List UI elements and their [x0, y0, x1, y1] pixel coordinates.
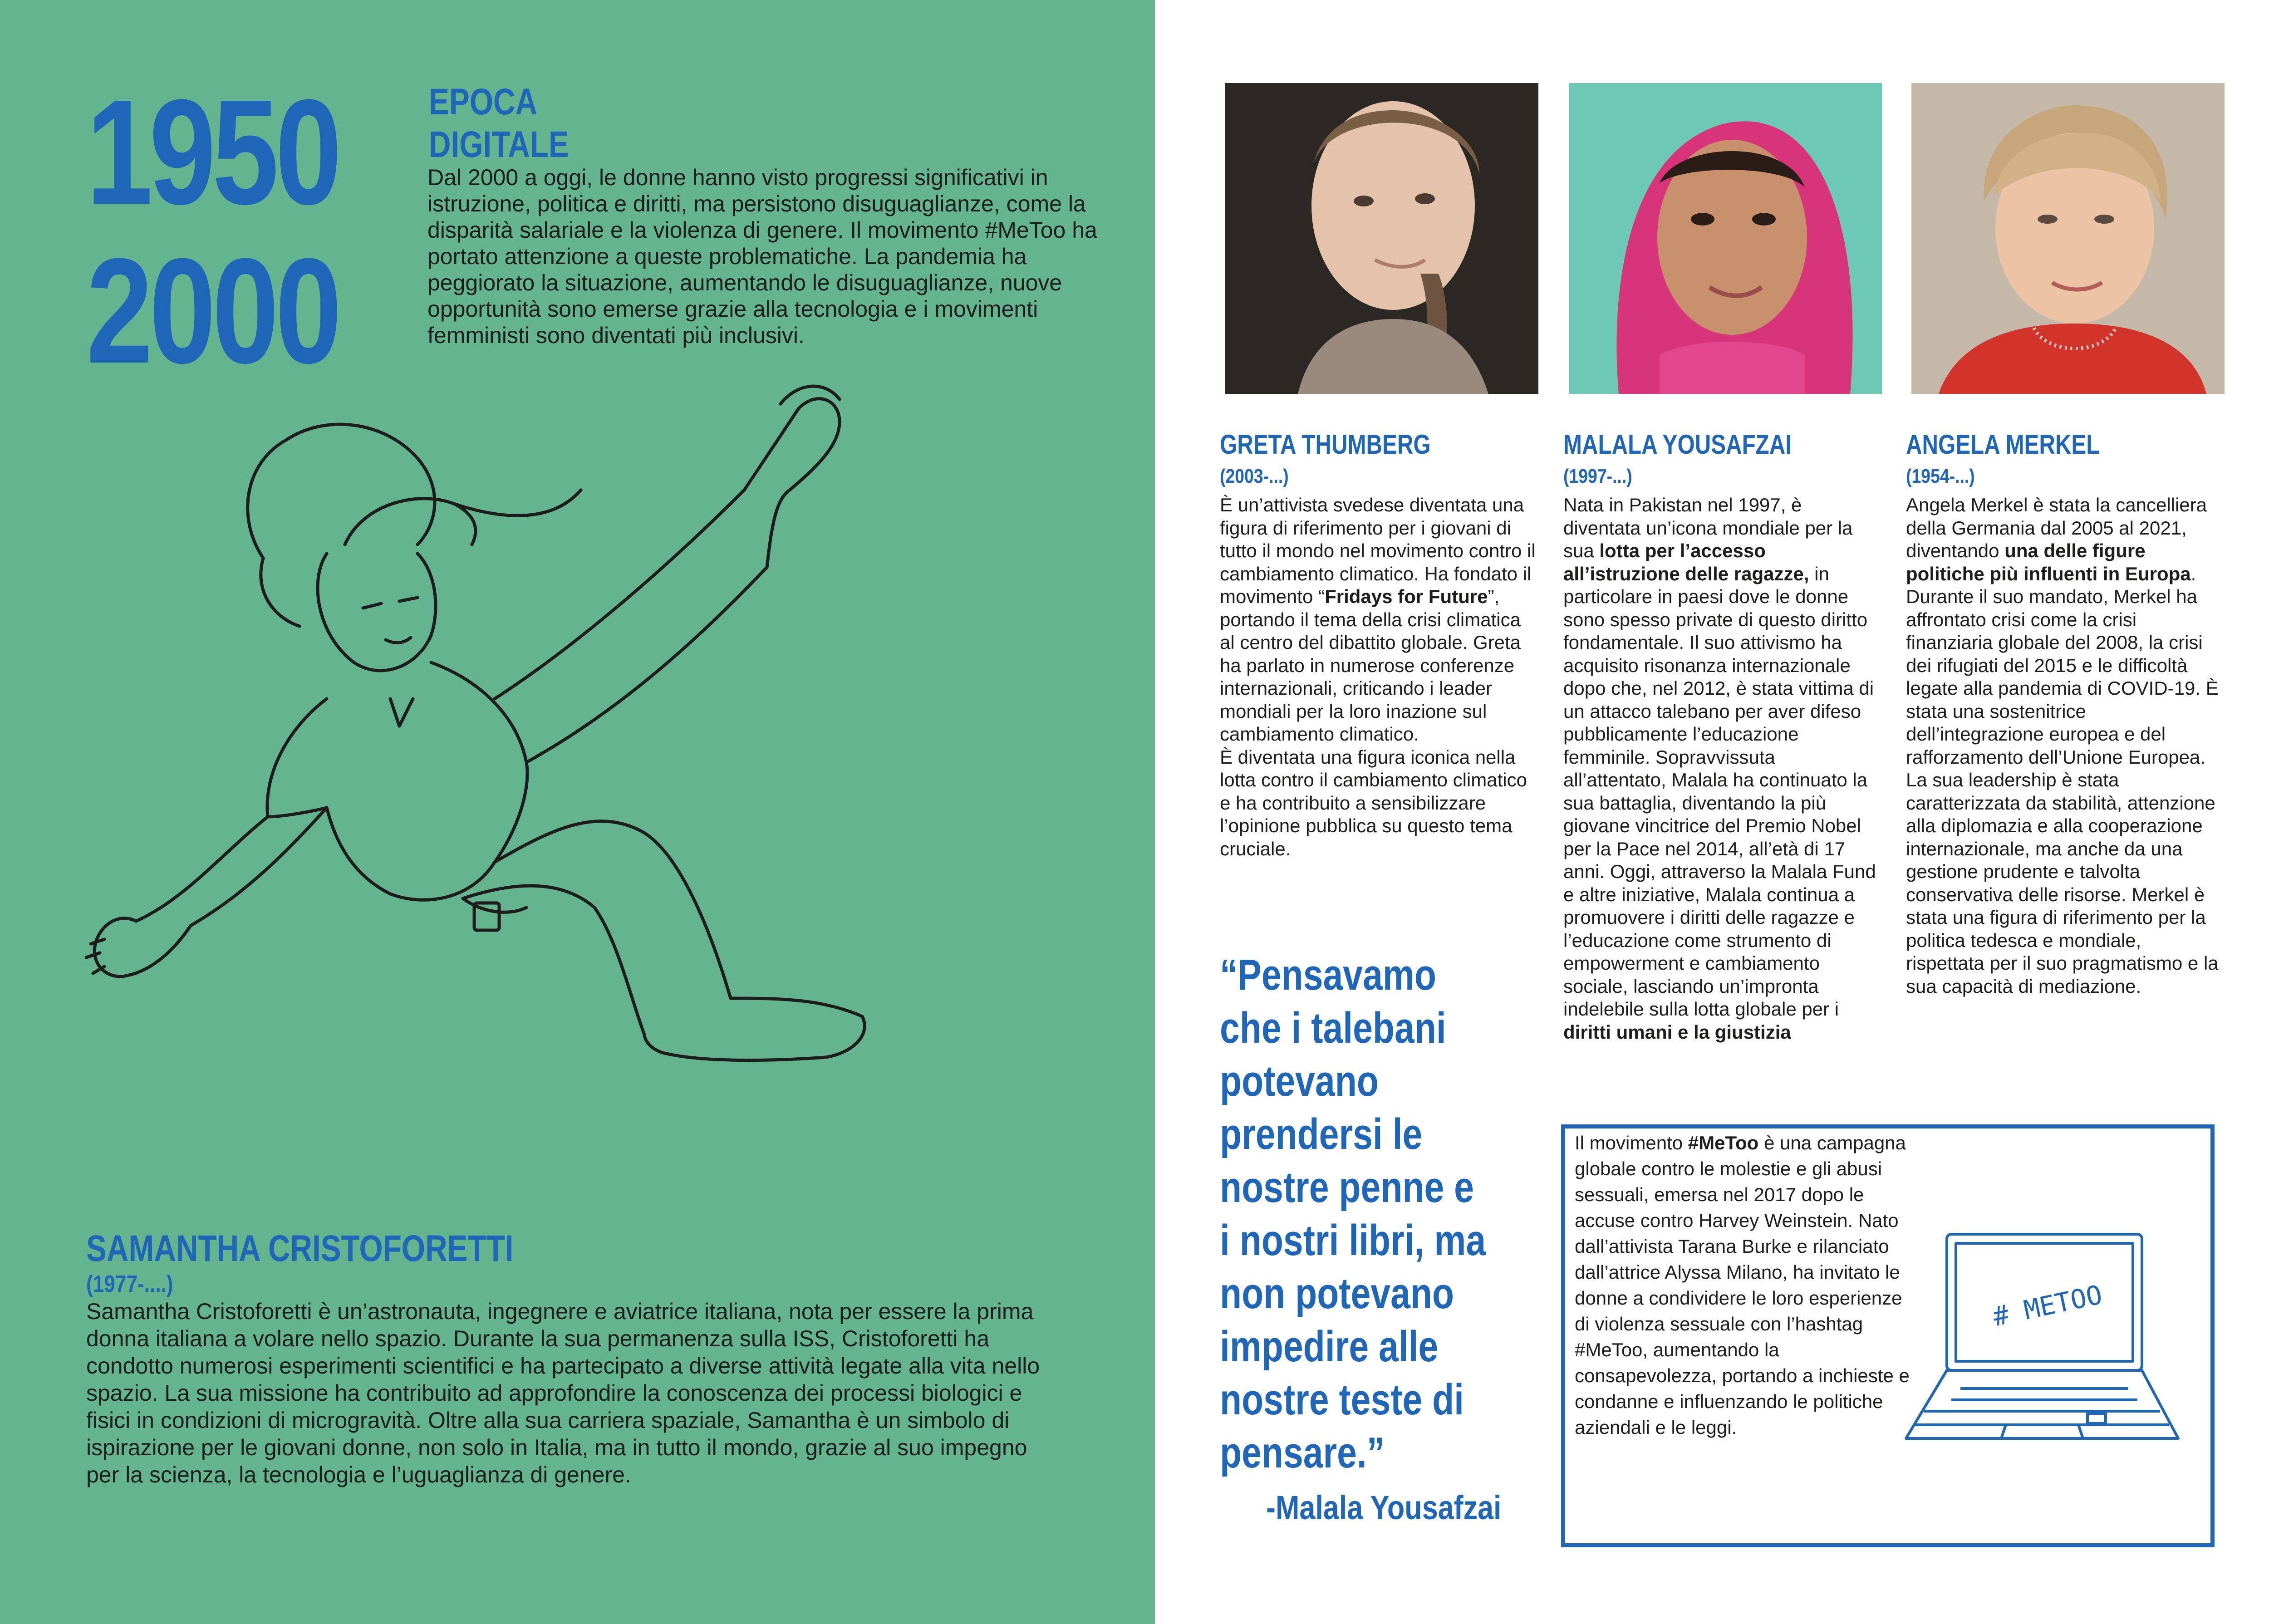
samantha-name: SAMANTHA CRISTOFORETTI: [86, 1228, 514, 1269]
greta-photo: [1225, 83, 1538, 394]
samantha-dates: (1977-....): [86, 1271, 173, 1297]
malala-quote: “Pensavamo che i talebani potevano prendersi le nostre penne e i nostri libri, ma non potevano impedire alle nostre teste di pensare.”: [1220, 951, 1486, 1477]
malala-bio-text-1: Nata in Pakistan nel 1997, è diventata un’icona mondiale per la sua: [1563, 494, 1853, 561]
merkel-photo: [1911, 83, 2225, 394]
laptop-screen-text: # METOO: [1990, 1279, 2105, 1333]
malala-dates: (1997-...): [1563, 465, 1632, 487]
metoo-text-2: è una campagna globale contro le molestie e gli abusi sessuali, emersa nel 2017 dopo le accuse contro Harvey Weinstein. Nato dall’attivista Tarana Burke e rilanciato dall’attrice Alyssa Milano, ha invitato le donne a condividere le loro esperienze di violenza sessuale con l’hashtag #MeToo, aumentando la consapevolezza, portando a inchieste e condanne e influenzando le politiche aziendali e le leggi.: [1575, 1132, 1910, 1438]
malala-photo: [1569, 83, 1882, 394]
epoch-title-line1: EPOCA: [429, 81, 538, 123]
greta-bio: [1220, 494, 1537, 860]
year-start: 1950: [86, 68, 339, 236]
metoo-text: [1575, 1130, 1920, 1440]
greta-bio-bold: Fridays for Future: [1325, 586, 1488, 607]
intro-paragraph: Dal 2000 a oggi, le donne hanno visto progressi significativi in istruzione, politica e diritti, ma persistono disuguaglianze, come la disparità salariale e la violenza di genere. Il movimento #MeToo ha portato attenzione a queste problematiche. La pandemia ha peggiorato la situazione, aumentando le disuguaglianze, nuove opportunità sono emerse grazie alla tecnologia e i movimenti femministi sono diventati più inclusivi.: [427, 165, 1097, 348]
greta-bio-text-2: ”, portando il tema della crisi climatica al centro del dibattito globale. Greta ha parlato in numerose conferenze internazionali, criticando i leader mondiali per la loro inazione sul cambiamento climatico.: [1220, 586, 1521, 745]
malala-bio: [1563, 494, 1881, 1044]
malala-name: MALALA YOUSAFZAI: [1563, 429, 1792, 460]
greta-name: GRETA THUMBERG: [1220, 429, 1431, 460]
merkel-dates: (1954-...): [1906, 465, 1975, 487]
quote-author: -Malala Yousafzai: [1266, 1489, 1502, 1526]
years-heading: [86, 68, 339, 395]
merkel-bio-text-2: . Durante il suo mandato, Merkel ha affrontato crisi come la crisi finanziaria globale del 2008, la crisi dei rifugiati del 2015 e le difficoltà legate alla pandemia di COVID-19. È stata una sostenitrice dell’integrazione europea e del rafforzamento dell’Unione Europea. La sua leadership è stata caratterizzata da stabilità, attenzione alla diplomazia e alla cooperazione internazionale, ma anche da una gestione prudente e talvolta conservativa delle risorse. Merkel è stata una figura di riferimento per la politica tedesca e mondiale, rispettata per il suo pragmatismo e la sua capacità di mediazione.: [1906, 563, 2219, 997]
malala-bio-text-2: in particolare in paesi dove le donne sono spesso private di questo diritto fondamentale. Il suo attivismo ha acquisito risonanza internazionale dopo che, nel 2012, è stata vittima di un attacco talebano per aver difeso pubblicamente l’educazione femminile. Sopravvissuta all’attentato, Malala ha continuato la sua battaglia, diventando la più giovane vincitrice del Premio Nobel per la Pace nel 2014, all’età di 17 anni. Oggi, attraverso la Malala Fund e altre iniziative, Malala continua a promuovere i diritti delle ragazze e l’educazione come strumento di empowerment e cambiamento sociale, lasciando un’impronta indelebile sulla lotta globale per i: [1563, 563, 1876, 1020]
greta-dates: (2003-...): [1220, 465, 1289, 487]
greta-bio-text-1: È un’attivista svedese diventata una figura di riferimento per i giovani di tutto il mondo nel movimento contro il cambiamento climatico. Ha fondato il movimento “: [1220, 494, 1536, 607]
merkel-name: ANGELA MERKEL: [1906, 429, 2100, 460]
merkel-bio: [1906, 494, 2224, 998]
epoch-title-line2: DIGITALE: [429, 124, 569, 165]
merkel-bio-text-1: Angela Merkel è stata la cancelliera della Germania dal 2005 al 2021, diventando: [1906, 494, 2207, 561]
astronaut-line-illustration: [73, 354, 1098, 1216]
merkel-bio-bold: una delle figure politiche più influenti in Europa: [1906, 540, 2191, 584]
epoch-title: [429, 81, 569, 166]
malala-bio-bold-2: diritti umani e la giustizia: [1563, 1021, 1791, 1043]
malala-bio-bold-1: lotta per l’accesso all’istruzione delle ragazze,: [1563, 540, 1809, 584]
year-end: 2000: [86, 227, 339, 394]
greta-bio-text-3: È diventata una figura iconica nella lotta contro il cambiamento climatico e ha contribuito a sensibilizzare l’opinione pubblica su questo tema cruciale.: [1220, 746, 1527, 859]
metoo-text-1: Il movimento: [1575, 1132, 1688, 1153]
laptop-icon: [1897, 1225, 2187, 1461]
metoo-hashtag: #MeToo: [1688, 1132, 1759, 1153]
samantha-bio: Samantha Cristoforetti è un’astronauta, ingegnere e aviatrice italiana, nota per essere la prima donna italiana a volare nello spazio. Durante la sua permanenza sulla ISS, Cristoforetti ha condotto numerosi esperimenti scientifici e ha partecipato a diverse attività legate alla vita nello spazio. La sua missione ha contribuito ad approfondire la conoscenza dei processi biologici e fisici in condizioni di microgravità. Oltre alla sua carriera spaziale, Samantha è un simbolo di ispirazione per le giovani donne, non solo in Italia, ma in tutto il mondo, grazie al suo impegno per la scienza, la tecnologia e l’uguaglianza di genere.: [86, 1299, 1040, 1487]
